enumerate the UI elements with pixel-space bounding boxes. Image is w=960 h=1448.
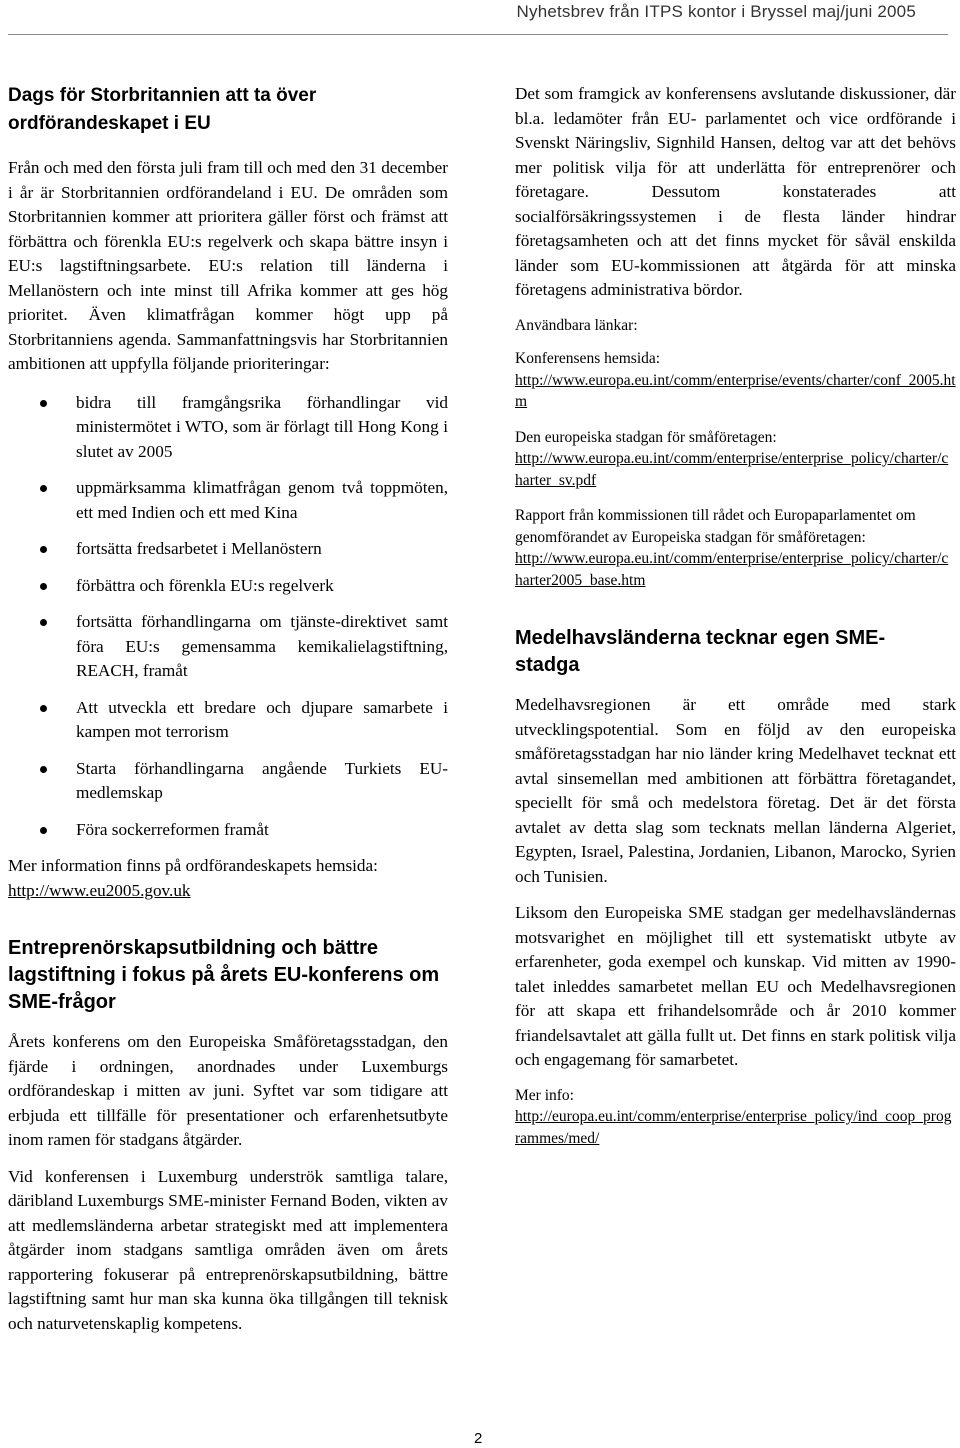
link-label: Konferensens hemsida: xyxy=(515,350,661,367)
mediterranean-link[interactable]: http://europa.eu.int/comm/enterprise/enterprise_policy/ind_coop_programmes/med/ xyxy=(515,1108,952,1147)
bullet-icon xyxy=(40,827,47,834)
list-item: Starta förhandlingarna angående Turkiets EU-medlemskap xyxy=(8,757,448,806)
list-item: förbättra och förenkla EU:s regelverk xyxy=(8,574,448,599)
sme-conference-para-2: Vid konferensen i Luxemburg underströk samtliga talare, däribland Luxemburgs SME-minister Fernand Boden, vikten av att medlemsländerna arbetar strategiskt med att implementera åtgärder inom stadgans samtliga områden även om årets rapportering fokuserar på entreprenörskapsutbildning, bättre lagstiftning samt hur man ska kunna öka tillgången till teknisk och naturvetenskaplig kompetens. xyxy=(8,1166,448,1333)
conference-link[interactable]: http://www.europa.eu.int/comm/enterprise/events/charter/conf_2005.htm xyxy=(515,371,956,410)
uk-presidency-more-info xyxy=(8,854,448,903)
link-label: Rapport från kommissionen till rådet och Europaparlamentet om genomförandet av Europeiska stadgan för småföretagen: xyxy=(515,507,916,546)
section-heading-uk-presidency: Dags för Storbritannien att ta över ordförandeskapet i EU xyxy=(8,85,317,134)
list-item: Föra sockerreformen framåt xyxy=(8,818,448,843)
charter-link[interactable]: http://www.europa.eu.int/comm/enterprise/enterprise_policy/charter/charter_sv.pdf xyxy=(515,450,949,489)
link-block-report xyxy=(515,505,956,591)
bullet-icon xyxy=(40,400,47,407)
eu2005-link[interactable]: http://www.eu2005.gov.uk xyxy=(8,880,191,900)
link-label: Den europeiska stadgan för småföretagen: xyxy=(515,428,777,446)
bullet-icon xyxy=(40,546,47,553)
link-block-conference xyxy=(515,348,956,413)
list-item: fortsätta förhandlingarna om tjänste-direktivet samt föra EU:s gemensamma kemikalielagstiftning, REACH, framåt xyxy=(8,610,448,684)
report-link[interactable]: http://www.europa.eu.int/comm/enterprise/enterprise_policy/charter/charter2005_base.htm xyxy=(515,550,949,589)
link-block-mediterranean xyxy=(515,1085,956,1150)
page-number: 2 xyxy=(474,1430,483,1447)
left-column xyxy=(8,82,448,1348)
bullet-icon xyxy=(40,485,47,492)
link-block-charter xyxy=(515,427,956,492)
section-heading-mediterranean: Medelhavsländerna tecknar egen SME-stadga xyxy=(515,627,886,676)
uk-presidency-intro: Från och med den första juli fram till och med den 31 december i år är Storbritannien ordförandeland i EU. De områden som Storbritannien kommer att prioritera gäller först och främst att förbättra och förenkla EU:s regelverk och skapa bättre insyn i EU:s lagstiftningsarbete. EU:s relation till länderna i Mellanöstern och inte minst till Afrika kommer att ges hög prioritet. Även klimatfrågan kommer högt upp på Storbritanniens agenda. Sammanfattningsvis har Storbritannien ambitionen att uppfylla följande prioriteringar: xyxy=(8,158,448,373)
list-item: uppmärksamma klimatfrågan genom två toppmöten, ett med Indien och ett med Kina xyxy=(8,476,448,525)
mediterranean-para-1: Medelhavsregionen är ett område med stark utvecklingspotential. Som en följd av den europeiska småföretagsstadgan har nio länder kring Medelhavet tecknat ett avtal sinsemellan med ambitionen att förbättra företagandet, speciellt för små och medelstora företag. Det är det första avtalet av detta slag som tecknats mellan länderna Algeriet, Egypten, Israel, Palestina, Jordanien, Libanon, Marocko, Syrien och Tunisien. xyxy=(515,695,956,886)
more-info-text: Mer information finns på ordförandeskapets hemsida: xyxy=(8,856,378,875)
more-info-label: Mer info: xyxy=(515,1086,574,1104)
bullet-icon xyxy=(40,583,47,590)
right-column xyxy=(515,82,956,1163)
priority-list xyxy=(8,391,448,843)
list-item: bidra till framgångsrika förhandlingar vid ministermötet i WTO, som är förlagt till Hong Kong i slutet av 2005 xyxy=(8,391,448,465)
bullet-icon xyxy=(40,705,47,712)
useful-links-heading: Användbara länkar: xyxy=(515,316,638,334)
list-item: fortsätta fredsarbetet i Mellanöstern xyxy=(8,537,448,562)
section-heading-sme-conference: Entreprenörskapsutbildning och bättre lagstiftning i fokus på årets EU-konferens om SME-frågor xyxy=(8,937,440,1013)
sme-conference-para-1: Årets konferens om den Europeiska Småföretagsstadgan, den fjärde i ordningen, anordnades under Luxemburgs ordförandeskap i mitten av juni. Syftet var som tidigare att erbjuda ett tillfälle för presentationer och erfarenhetsutbyte inom ramen för stadgans åtgärder. xyxy=(8,1032,448,1149)
header-divider xyxy=(8,34,948,35)
mediterranean-para-2: Liksom den Europeiska SME stadgan ger medelhavsländernas motsvarighet en möjlighet till ett systematiskt utbyte av erfarenheter, goda exempel och kunskap. Vid mitten av 1990-talet inleddes samarbetet mellan EU och Medelhavsregionen för att skapa ett frihandelsområde och år 2010 kommer friandelsavtalet att gälla fullt ut. Det finns en stark politisk vilja och engagemang för samarbetet. xyxy=(515,903,956,1069)
newsletter-header: Nyhetsbrev från ITPS kontor i Bryssel maj/juni 2005 xyxy=(516,2,916,21)
bullet-icon xyxy=(40,766,47,773)
sme-conference-para-3: Det som framgick av konferensens avslutande diskussioner, där bl.a. ledamöter från EU- parlamentet och vice ordförande i Svenskt Näringsliv, Signhild Hansen, deltog var att det behövs mer politisk vilja för att underlätta för entreprenörer och företagare. Dessutom konstaterades att socialförsäkringssystemen i de flesta länder hindrar företagsamheten och att det finns mycket för såväl enskilda länder som EU-kommissionen att åtgärda för att minska företagens administrativa bördor. xyxy=(515,84,956,299)
list-item: Att utveckla ett bredare och djupare samarbete i kampen mot terrorism xyxy=(8,696,448,745)
bullet-icon xyxy=(40,619,47,626)
